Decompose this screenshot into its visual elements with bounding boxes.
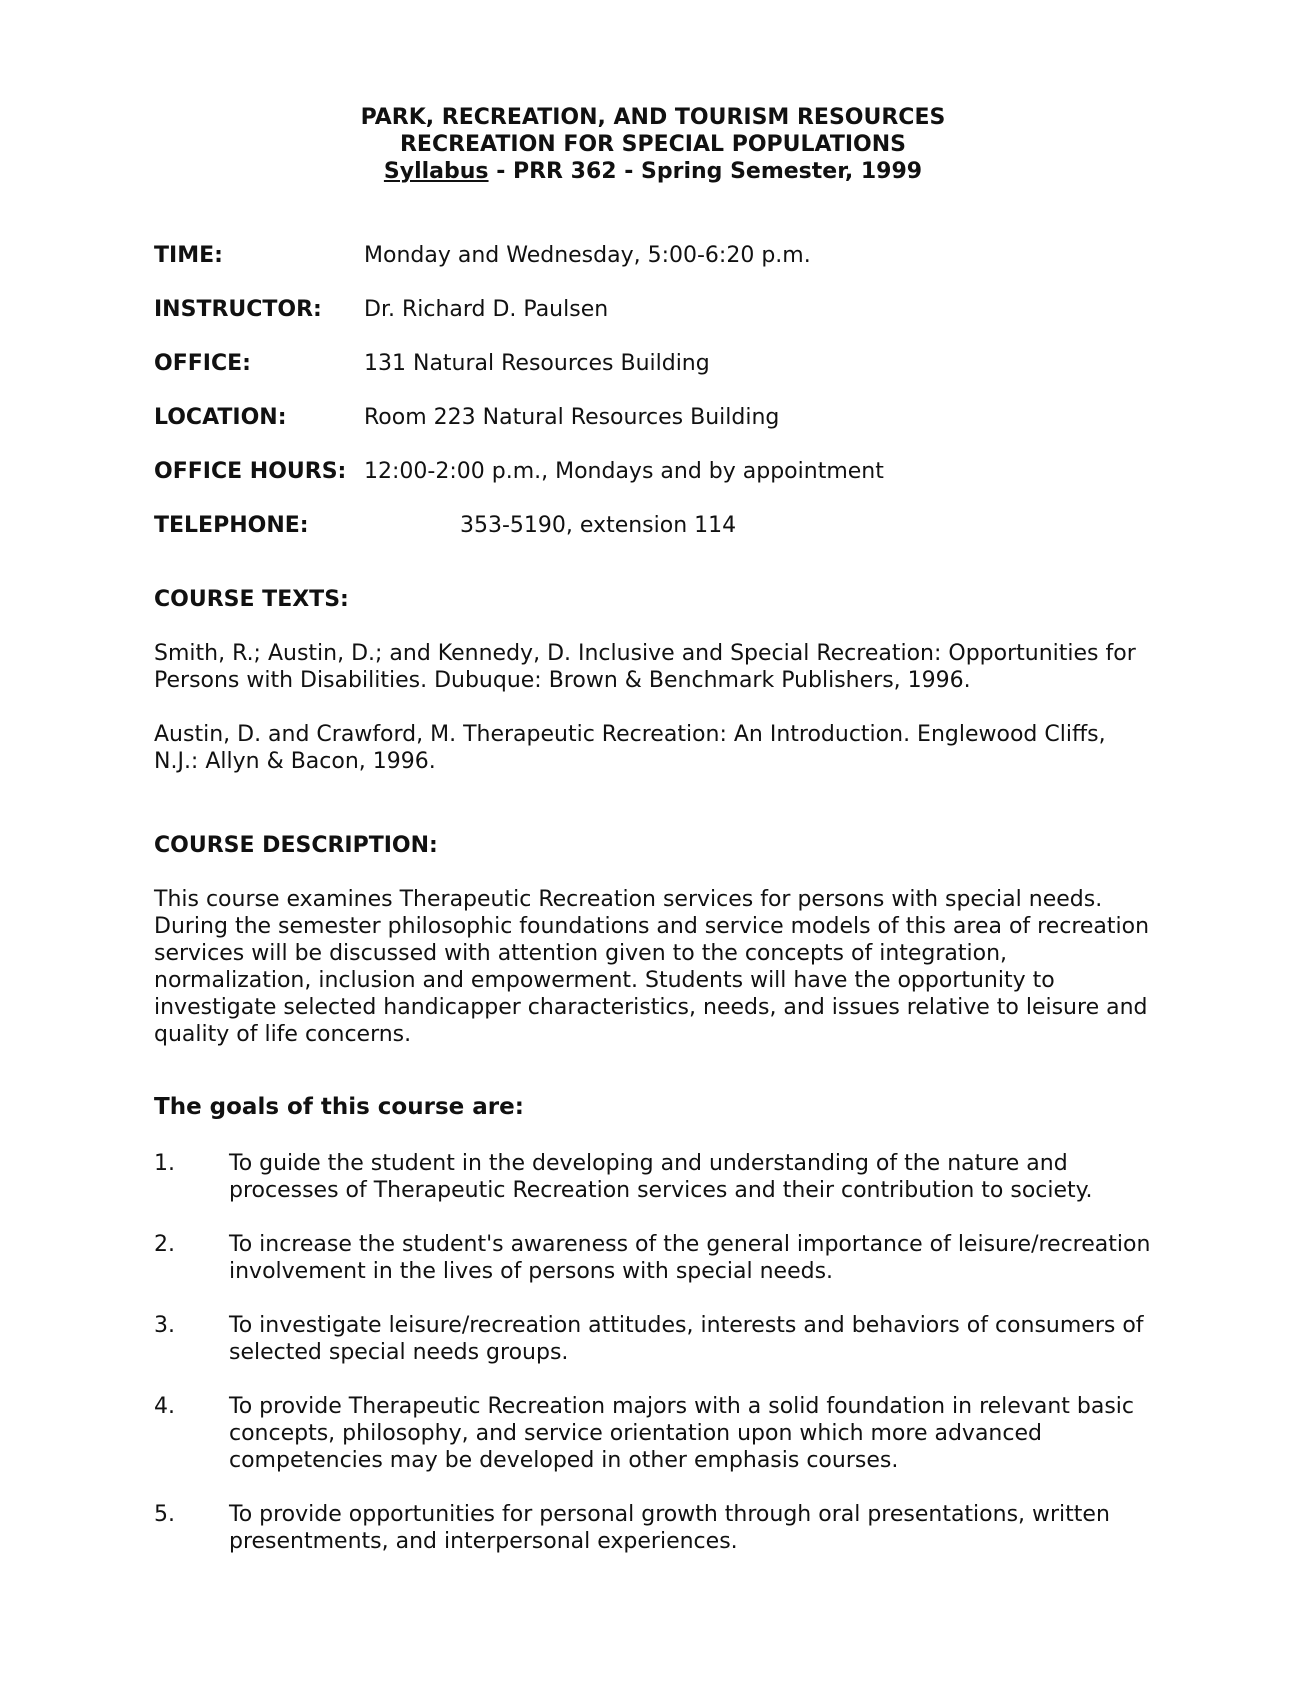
course-title: RECREATION FOR SPECIAL POPULATIONS xyxy=(399,132,907,157)
course-info xyxy=(154,242,1154,566)
info-label: OFFICE: xyxy=(154,351,251,376)
course-description-text: This course examines Therapeutic Recreation services for persons with special needs. During the semester philosophic foundations and service models of this area of recreation services will be discussed with attention given to the concepts of integration, normalization, inclusion and empowerment. Students will have the opportunity to investigate selected handicapper characteristics, needs, and issues relative to leisure and quality of life concerns. xyxy=(154,887,1150,1047)
goal-number: 5. xyxy=(154,1502,175,1527)
goal-text: To investigate leisure/recreation attitudes, interests and behaviors of consumers of selected special needs groups. xyxy=(229,1313,1144,1365)
info-value: 353-5190, extension 114 xyxy=(460,513,737,538)
info-label: OFFICE HOURS: xyxy=(154,459,347,484)
info-row-telephone xyxy=(154,512,1154,539)
goal-number: 2. xyxy=(154,1232,175,1257)
goal-item xyxy=(154,1150,1154,1204)
course-code-semester: - PRR 362 - Spring Semester, 1999 xyxy=(488,159,923,184)
info-row-time xyxy=(154,242,1154,269)
goals-heading: The goals of this course are: xyxy=(154,1094,524,1120)
course-texts-heading: COURSE TEXTS: xyxy=(154,587,349,612)
course-text-entry: Austin, D. and Crawford, M. Therapeutic Recreation: An Introduction. Englewood Cliffs, N.J.: Allyn & Bacon, 1996. xyxy=(154,722,1106,774)
info-value: Dr. Richard D. Paulsen xyxy=(364,297,609,322)
info-row-office-hours xyxy=(154,458,1154,485)
course-texts-list xyxy=(154,640,1154,802)
goal-number: 4. xyxy=(154,1394,175,1419)
goal-number: 3. xyxy=(154,1313,175,1338)
document-header xyxy=(0,104,1306,185)
goal-number: 1. xyxy=(154,1151,175,1176)
goals-list xyxy=(154,1150,1154,1582)
course-description xyxy=(154,886,1154,1075)
info-label: LOCATION: xyxy=(154,405,287,430)
goal-item xyxy=(154,1312,1154,1366)
info-row-instructor xyxy=(154,296,1154,323)
info-value: Room 223 Natural Resources Building xyxy=(364,405,780,430)
course-description-heading: COURSE DESCRIPTION: xyxy=(154,833,438,858)
info-row-office xyxy=(154,350,1154,377)
info-label: INSTRUCTOR: xyxy=(154,297,322,322)
info-label: TELEPHONE: xyxy=(154,513,309,538)
info-value: 131 Natural Resources Building xyxy=(364,351,710,376)
goal-text: To provide opportunities for personal growth through oral presentations, written presentments, and interpersonal experiences. xyxy=(229,1502,1110,1554)
info-row-location xyxy=(154,404,1154,431)
info-value: 12:00-2:00 p.m., Mondays and by appointment xyxy=(364,459,884,484)
goal-item xyxy=(154,1231,1154,1285)
info-label: TIME: xyxy=(154,243,223,268)
goal-item xyxy=(154,1393,1154,1474)
course-text-entry: Smith, R.; Austin, D.; and Kennedy, D. Inclusive and Special Recreation: Opportunities for Persons with Disabilities. Dubuque: Brown & Benchmark Publishers, 1996. xyxy=(154,641,1136,693)
goal-text: To provide Therapeutic Recreation majors with a solid foundation in relevant basic concepts, philosophy, and service orientation upon which more advanced competencies may be developed in other emphasis courses. xyxy=(229,1394,1134,1473)
syllabus-word: Syllabus xyxy=(383,159,489,184)
goal-text: To guide the student in the developing and understanding of the nature and processes of Therapeutic Recreation services and their contribution to society. xyxy=(229,1151,1093,1203)
goal-item xyxy=(154,1501,1154,1555)
info-value: Monday and Wednesday, 5:00-6:20 p.m. xyxy=(364,243,811,268)
goal-text: To increase the student's awareness of the general importance of leisure/recreation involvement in the lives of persons with special needs. xyxy=(229,1232,1151,1284)
syllabus-line xyxy=(0,158,1306,185)
department-title: PARK, RECREATION, AND TOURISM RESOURCES xyxy=(360,105,946,130)
